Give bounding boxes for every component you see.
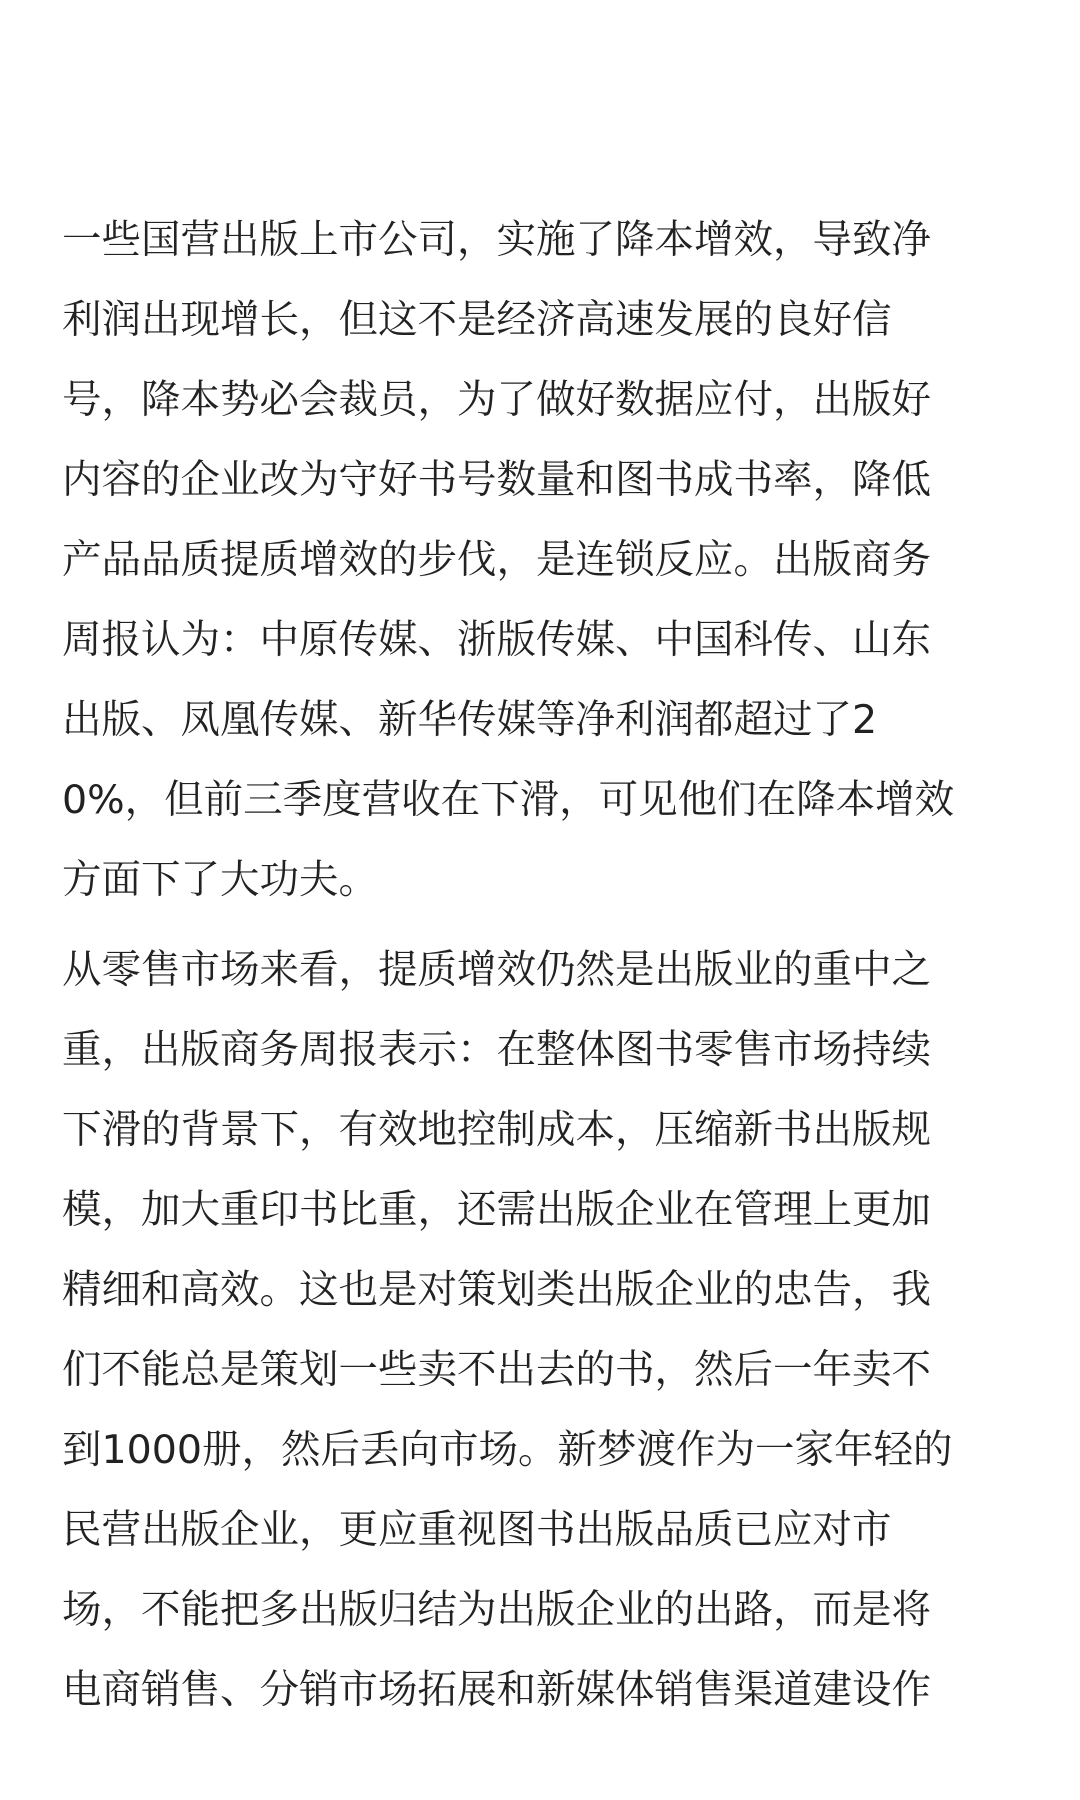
paragraph-line: 号，降本势必会裁员，为了做好数据应付，出版好 bbox=[62, 377, 931, 423]
paragraph-line: 精细和高效。这也是对策划类出版企业的忠告，我 bbox=[62, 1267, 931, 1313]
paragraph-line: 利润出现增长，但这不是经济高速发展的良好信 bbox=[62, 297, 892, 343]
paragraph-2 bbox=[62, 930, 953, 1730]
paragraph-line: 重，出版商务周报表示：在整体图书零售市场持续 bbox=[62, 1027, 931, 1073]
paragraph-line: 场，不能把多出版归结为出版企业的出路，而是将 bbox=[62, 1587, 931, 1633]
paragraph-line: 从零售市场来看，提质增效仍然是出版业的重中之 bbox=[62, 947, 931, 993]
paragraph-line: 产品品质提质增效的步伐，是连锁反应。出版商务 bbox=[62, 537, 931, 583]
paragraph-line: 到1000册，然后丢向市场。新梦渡作为一家年轻的 bbox=[62, 1427, 953, 1473]
paragraph-line: 一些国营出版上市公司，实施了降本增效，导致净 bbox=[62, 217, 931, 263]
paragraph-line: 们不能总是策划一些卖不出去的书，然后一年卖不 bbox=[62, 1347, 931, 1393]
paragraph-line: 下滑的背景下，有效地控制成本，压缩新书出版规 bbox=[62, 1107, 931, 1153]
paragraph-line: 周报认为：中原传媒、浙版传媒、中国科传、山东 bbox=[62, 617, 931, 663]
paragraph-line: 民营出版企业，更应重视图书出版品质已应对市 bbox=[62, 1507, 892, 1553]
paragraph-line: 0%，但前三季度营收在下滑，可见他们在降本增效 bbox=[62, 777, 955, 823]
paragraph-1 bbox=[62, 200, 954, 920]
paragraph-line: 电商销售、分销市场拓展和新媒体销售渠道建设作 bbox=[62, 1667, 931, 1713]
paragraph-line: 方面下了大功夫。 bbox=[62, 857, 378, 903]
paragraph-line: 模，加大重印书比重，还需出版企业在管理上更加 bbox=[62, 1187, 931, 1233]
paragraph-line: 内容的企业改为守好书号数量和图书成书率，降低 bbox=[62, 457, 931, 503]
paragraph-line: 出版、凤凰传媒、新华传媒等净利润都超过了2 bbox=[62, 697, 878, 743]
